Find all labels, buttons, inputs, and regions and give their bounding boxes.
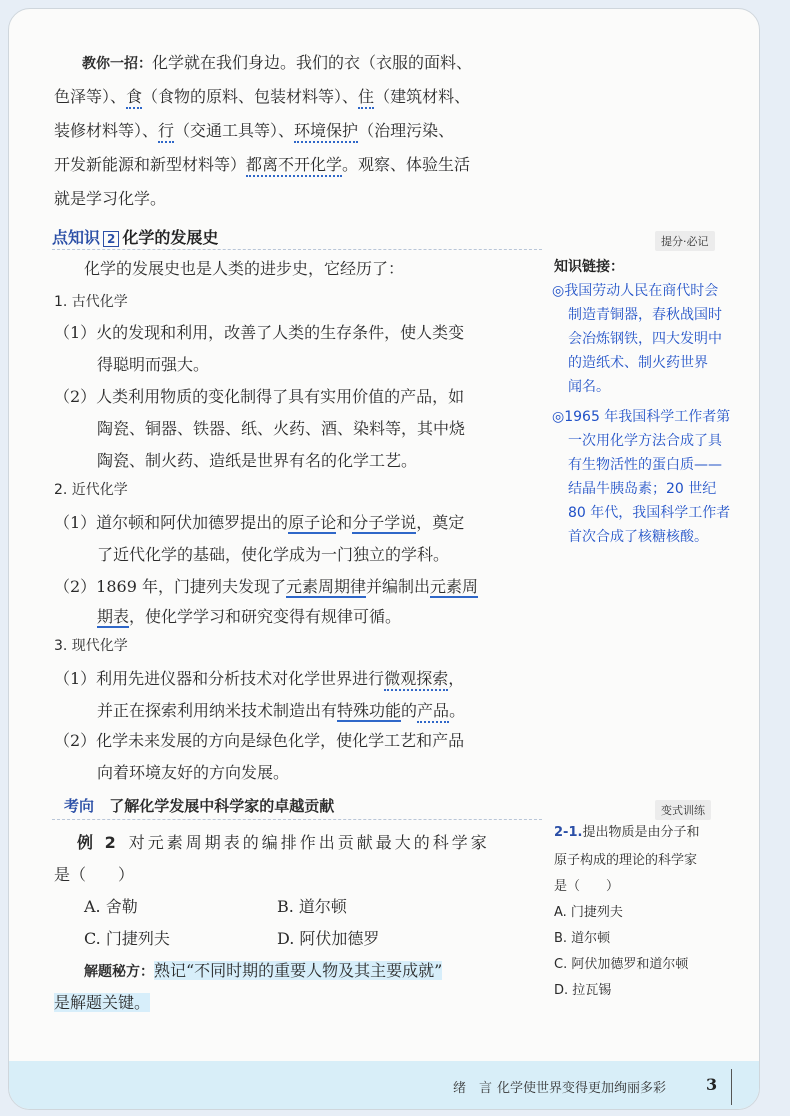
ancient-2a: （2）人类利用物质的变化制得了具有实用价值的产品，如 xyxy=(54,387,465,406)
example-question-a: 例 2 对元素周期表的编排作出贡献最大的科学家 xyxy=(77,833,490,852)
practice-q2: 原子构成的理论的科学家 xyxy=(554,853,698,868)
option-d: D. 阿伏加德罗 xyxy=(277,929,380,948)
modern-heading: 2. 近代化学 xyxy=(54,482,128,498)
ancient-2c: 陶瓷、制火药、造纸是世界有名的化学工艺。 xyxy=(97,451,418,470)
practice-number: 2-1. xyxy=(554,825,583,840)
links-title: 知识链接： xyxy=(554,259,624,275)
current-2a: （2）化学未来发展的方向是绿色化学，使化学工艺和产品 xyxy=(54,731,465,750)
example-label: 例 2 xyxy=(77,833,119,852)
section-title: 化学的发展史 xyxy=(122,228,219,247)
practice-option-a: A. 门捷列夫 xyxy=(554,905,623,920)
intro-line-1: 教你一招：化学就在我们身边。我们的衣（衣服的面料、 xyxy=(82,53,473,72)
tip-label: 解题秘方： xyxy=(84,964,154,980)
current-2b: 向着环境友好的方向发展。 xyxy=(97,763,290,782)
links-line: 首次合成了核糖核酸。 xyxy=(568,529,708,545)
section-divider xyxy=(52,249,542,250)
section-number: 2 xyxy=(103,231,119,247)
intro-line-5: 就是学习化学。 xyxy=(54,189,167,208)
section-header xyxy=(52,225,218,248)
exam-divider xyxy=(52,819,542,820)
modern-1a: （1）道尔顿和阿伏加德罗提出的原子论和分子学说，奠定 xyxy=(54,513,465,532)
tip-line-2: 是解题关键。 xyxy=(54,993,151,1012)
links-line: 制造青铜器，春秋战国时 xyxy=(568,307,722,323)
ancient-1a: （1）火的发现和利用，改善了人类的生存条件，使人类变 xyxy=(54,323,465,342)
intro-line-2: 色泽等）、食（食物的原料、包装材料等）、住（建筑材料、 xyxy=(54,87,470,107)
modern-2b: 期表，使化学学习和研究变得有规律可循。 xyxy=(97,607,402,626)
links-line: 有生物活性的蛋白质—— xyxy=(568,457,722,473)
page-footer xyxy=(9,1061,759,1109)
current-heading: 3. 现代化学 xyxy=(54,638,128,654)
links-line: 结晶牛胰岛素；20 世纪 xyxy=(568,481,717,497)
side-tab-notes: 提分·必记 xyxy=(655,231,715,251)
bullet-2-icon: ◎ xyxy=(552,409,565,425)
current-1a: （1）利用先进仪器和分析技术对化学世界进行微观探索， xyxy=(54,669,464,689)
tip-line-1: 解题秘方：熟记“不同时期的重要人物及其主要成就” xyxy=(84,961,443,980)
textbook-page xyxy=(8,8,760,1110)
links-line: 闻名。 xyxy=(568,379,610,395)
intro-line-4: 开发新能源和新型材料等）都离不开化学。观察、体验生活 xyxy=(54,155,470,175)
links-line: ◎我国劳动人民在商代时会 xyxy=(552,283,719,299)
section-prefix: 点知识 xyxy=(52,228,101,247)
practice-option-b: B. 道尔顿 xyxy=(554,931,611,946)
option-b: B. 道尔顿 xyxy=(277,897,347,916)
links-line: 会冶炼钢铁，四大发明中 xyxy=(568,331,722,347)
practice-q1: 2-1.提出物质是由分子和 xyxy=(554,825,700,840)
links-line: 一次用化学方法合成了具 xyxy=(568,433,722,449)
footer-divider xyxy=(731,1069,732,1105)
side-tab-practice: 变式训练 xyxy=(655,800,711,820)
ancient-2b: 陶瓷、铜器、铁器、纸、火药、酒、染料等，其中烧 xyxy=(97,419,466,438)
intro-line-3: 装修材料等）、行（交通工具等）、环境保护（治理污染、 xyxy=(54,121,454,141)
footer-chapter: 绪 言 xyxy=(453,1081,493,1096)
option-c: C. 门捷列夫 xyxy=(84,929,170,948)
modern-2a: （2）1869 年，门捷列夫发现了元素周期律并编制出元素周 xyxy=(54,577,479,596)
history-intro: 化学的发展史也是人类的进步史，它经历了： xyxy=(84,259,405,278)
footer-title: 化学使世界变得更加绚丽多彩 xyxy=(497,1081,667,1096)
ancient-1b: 得聪明而强大。 xyxy=(97,355,210,374)
current-1b: 并正在探索利用纳米技术制造出有特殊功能的产品。 xyxy=(97,701,465,721)
links-line: 80 年代，我国科学工作者 xyxy=(568,505,731,521)
ancient-heading: 1. 古代化学 xyxy=(54,294,128,310)
exam-title: 了解化学发展中科学家的卓越贡献 xyxy=(109,797,335,815)
page-number: 3 xyxy=(706,1075,718,1094)
bullet-1-icon: ◎ xyxy=(552,283,565,299)
exam-header xyxy=(64,795,334,816)
practice-option-d: D. 拉瓦锡 xyxy=(554,983,612,998)
option-a: A. 舍勒 xyxy=(84,897,138,916)
intro-label: 教你一招： xyxy=(82,56,152,72)
practice-q3: 是（ ） xyxy=(554,879,620,894)
links-line: ◎1965 年我国科学工作者第 xyxy=(552,409,731,425)
example-question-b: 是（ ） xyxy=(54,865,135,884)
modern-1b: 了近代化学的基础，使化学成为一门独立的学科。 xyxy=(97,545,450,564)
practice-option-c: C. 阿伏加德罗和道尔顿 xyxy=(554,957,689,972)
exam-prefix: 考向 xyxy=(64,797,95,815)
links-line: 的造纸术、制火药世界 xyxy=(568,355,708,371)
